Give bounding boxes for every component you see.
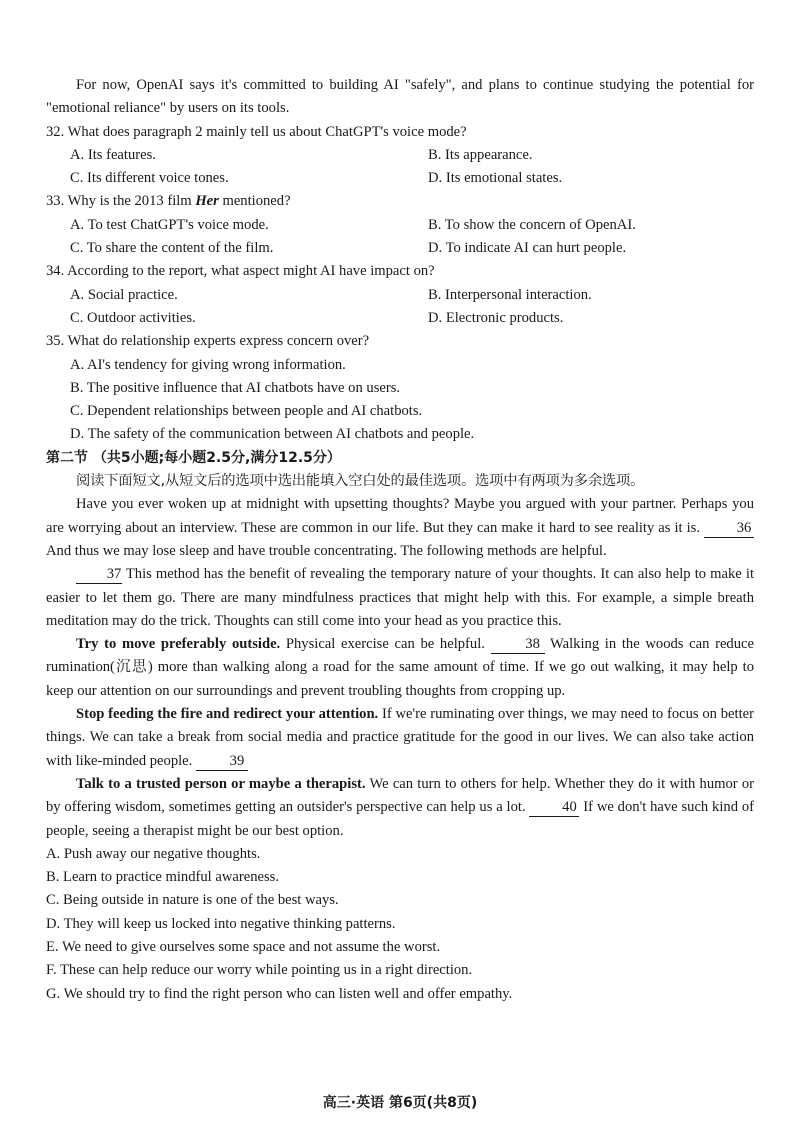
- passage-paragraph-4: Stop feeding the fire and redirect your attention. If we're ruminating over things, we may need to focus on better things. We can take a break from social media and practice gratitude for the good in our lives. We can also take action with like-minded people. 39: [46, 706, 754, 769]
- blank-40[interactable]: 40: [529, 799, 579, 817]
- option-c[interactable]: C. To share the content of the film.: [70, 240, 274, 257]
- question-stem: 32. What does paragraph 2 mainly tell us about ChatGPT's voice mode?: [46, 123, 467, 140]
- film-title: Her: [195, 193, 219, 210]
- option-a[interactable]: A. To test ChatGPT's voice mode.: [70, 216, 269, 233]
- blank-37[interactable]: 37: [76, 566, 122, 584]
- page-footer: 高三·英语 第6页(共8页): [322, 1095, 478, 1111]
- option-c[interactable]: C. Dependent relationships between people and AI chatbots.: [70, 403, 423, 420]
- question-32: [46, 121, 754, 191]
- choice-c[interactable]: C. Being outside in nature is one of the best ways.: [46, 892, 339, 909]
- passage-paragraph-1: Have you ever woken up at midnight with upsetting thoughts? Maybe you argued with your partner. Perhaps you are worrying about an interview. These are common in our life. But they can make it hard to see reality as it is. 36 And thus we may lose sleep and have trouble concentrating. The following methods are helpful.: [46, 496, 754, 559]
- choice-e[interactable]: E. We need to give ourselves some space and not assume the worst.: [46, 938, 441, 955]
- option-a[interactable]: A. Social practice.: [70, 286, 178, 303]
- cloze-passage: [46, 493, 754, 842]
- option-b[interactable]: B. The positive influence that AI chatbots have on users.: [70, 379, 401, 396]
- passage-paragraph-2: 37 This method has the benefit of revealing the temporary nature of your thoughts. It can also help to make it easier to let them go. There are many mindfulness practices that might help with this. For example, a simple breath meditation may do the trick. Thoughts can still come into your head as you practice this.: [46, 566, 754, 629]
- choice-g[interactable]: G. We should try to find the right person who can listen well and offer empathy.: [46, 985, 513, 1002]
- blank-39[interactable]: 39: [196, 753, 248, 771]
- question-stem: 34. According to the report, what aspect might AI have impact on?: [46, 263, 435, 280]
- answer-choices: [46, 843, 754, 1006]
- option-b[interactable]: B. Its appearance.: [428, 146, 533, 163]
- question-stem: 35. What do relationship experts express concern over?: [46, 333, 370, 350]
- option-b[interactable]: B. Interpersonal interaction.: [428, 286, 592, 303]
- option-a[interactable]: A. AI's tendency for giving wrong information.: [70, 356, 346, 373]
- option-b[interactable]: B. To show the concern of OpenAI.: [428, 216, 636, 233]
- choice-a[interactable]: A. Push away our negative thoughts.: [46, 845, 261, 862]
- option-d[interactable]: D. Its emotional states.: [428, 170, 563, 187]
- blank-38[interactable]: 38: [491, 636, 545, 654]
- passage-paragraph-5: Talk to a trusted person or maybe a therapist. We can turn to others for help. Whether they do it with humor or by offering wisdom, sometimes getting an outsider's perspective can help us a lot. 40 If we don't have such kind of people, seeing a therapist might be our best option.: [46, 775, 754, 839]
- option-d[interactable]: D. The safety of the communication between AI chatbots and people.: [70, 426, 475, 443]
- choice-f[interactable]: F. These can help reduce our worry while pointing us in a right direction.: [46, 962, 473, 979]
- question-35: [46, 330, 754, 446]
- section-instruction: 阅读下面短文,从短文后的选项中选出能填入空白处的最佳选项。选项中有两项为多余选项。: [76, 473, 645, 490]
- option-d[interactable]: D. Electronic products.: [428, 309, 564, 326]
- blank-36[interactable]: 36: [704, 520, 754, 538]
- option-d[interactable]: D. To indicate AI can hurt people.: [428, 240, 627, 257]
- question-stem: 33. Why is the 2013 film Her mentioned?: [46, 193, 291, 210]
- choice-d[interactable]: D. They will keep us locked into negative thinking patterns.: [46, 915, 396, 932]
- passage-paragraph-3: Try to move preferably outside. Physical exercise can be helpful. 38 Walking in the woods can reduce rumination(沉思) more than walking along a road for the same amount of time. If we go out walking, it may help to keep our attention on our surroundings and prevent troubling thoughts from cropping up.: [46, 636, 754, 699]
- question-33: [46, 190, 754, 260]
- section-header: 第二节 （共5小题;每小题2.5分,满分12.5分）: [46, 449, 341, 466]
- choice-b[interactable]: B. Learn to practice mindful awareness.: [46, 869, 280, 886]
- option-c[interactable]: C. Its different voice tones.: [70, 170, 229, 187]
- intro-paragraph: For now, OpenAI says it's committed to building AI "safely", and plans to continue studying the potential for "emotional reliance" by users on its tools.: [46, 77, 754, 117]
- option-c[interactable]: C. Outdoor activities.: [70, 309, 196, 326]
- question-34: [46, 260, 754, 330]
- option-a[interactable]: A. Its features.: [70, 146, 156, 163]
